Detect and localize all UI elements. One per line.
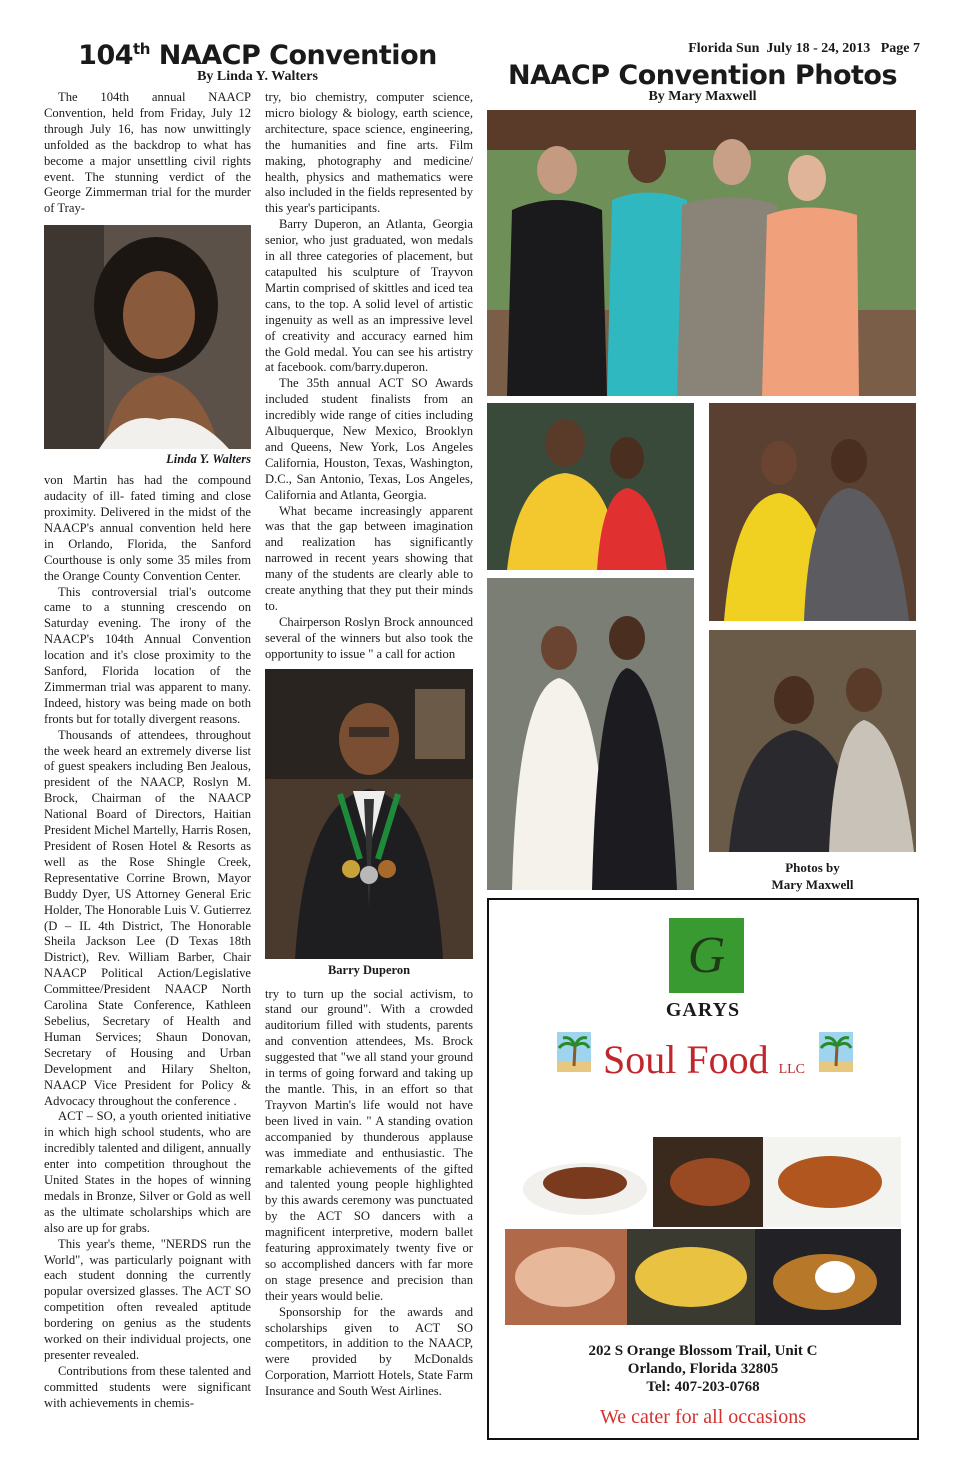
linda-walters-photo (44, 225, 251, 449)
col2-para-1: try, bio chemistry, computer science, micro biology & biology, earth science, architecture, space science, engineering, the humanities and fine arts. Film making, photography and medicine/ health, physics and mathematics were also included in the fields represented by this year's participants. (265, 90, 473, 216)
ad-address (489, 1342, 917, 1396)
photos-credit-line-1: Photos by (785, 860, 840, 875)
garys-logo-letter: G (687, 927, 726, 984)
col2-para-7: Sponsorship for the awards and scholarships given to ACT SO competitors, in addition to the NAACP, were provided by McDonalds Corporation, Marriott Hotels, State Farm Insurance and South West Airlines. (265, 1304, 473, 1399)
linda-walters-caption: Linda Y. Walters (166, 452, 251, 467)
headline-sup: th (133, 40, 150, 58)
photo-yellow-shirt-red-dress (487, 403, 694, 570)
photos-credit (709, 859, 916, 893)
ad-phone: Tel: 407-203-0768 (646, 1379, 760, 1395)
dateline: Florida Sun July 18 - 24, 2013 Page 7 (688, 41, 920, 56)
col2-para-2: Barry Duperon, an Atlanta, Georgia senior, who just graduated, won medals in all three categories of placement, but catapulted his sculpture of Trayvon Martin comprised of skittles and iced tea cans, to the top. A solid level of artistic ingenuity as well as an impressive level of creativity and accuracy earned him the Gold medal. You can see his artistry at facebook. com/barry.duperon. (265, 217, 473, 375)
photo-yellow-shirt-suit (709, 403, 916, 621)
photos-byline: By Mary Maxwell (648, 89, 757, 104)
llc-text: LLC (778, 1062, 806, 1077)
food-photos-collage (505, 1137, 901, 1325)
garys-logo (669, 918, 744, 993)
col1-para-7: Contributions from these talented and committed students were significant with achievements in chemis- (44, 1363, 251, 1410)
palm-tree-icon-right (819, 1032, 853, 1072)
headline-number: 104 (78, 40, 134, 71)
garys-brand: GARYS (665, 999, 741, 1021)
col1-para-4: Thousands of attendees, throughout the week heard an extremely diverse list of guest speakers including Ben Jealous, president of the NAACP, Roslyn M. Brock, Chairman of the NAACP National Board of Directors, Haitian President Michel Martelly, Harris Rosen, President of Rosen Hotel & Resorts as well as the Rose Shingle Creek, Representative Corrine Brown, Mayor Buddy Dyer, US Attorney General Eric Holder, The Honorable Luis V. Gutierrez (D – IL 4th District, The Honorable Sheila Jackson Lee (D Texas 18th District), Rev. William Barber, Chair NAACP Political Action/Legislative Committee/President NAACP North Carolina State Conference, Kathleen Sebelius, Secretary of Health and Human Services; Shaun Donovan, Secretary of Housing and Urban Development and Hilary Shelton, NAACP Vice President for Policy & Advocacy throughout the conference . (44, 727, 251, 1108)
headline-rest: NAACP Convention (149, 40, 437, 71)
col1-para-5: ACT – SO, a youth oriented initiative in which high school students, who are incredibly talented and diligent, annually enter into competition throughout the United States in the hopes of winning medals in Bronze, Silver or Gold as well as the ultimate scholarships which are also are up for grabs. (44, 1109, 251, 1235)
article-headline (60, 40, 455, 71)
photos-credit-line-2: Mary Maxwell (771, 877, 854, 892)
col2-para-6: try to turn up the social activism, to stand our ground". With a crowded auditorium filled with students, parents and convention attendees, Ms. Brock suggested that "we all stand your ground in terms of going forward and taking up the mantle. This, in an effort so that Trayvon Martin's life would not have been lived in vain. " A standing ovation accompanied by thunderous applause was immediate and enthusiastic. The remarkable achievements of the gifted and talented young people highlighted by this awards ceremony was punctuated by the ACT SO dancers with a magnificent interpretive, modern ballet featuring approximately twenty five or so accomplished dancers with far more on stage presence and precision than their years would belie. (265, 986, 473, 1303)
article-byline: By Linda Y. Walters (197, 69, 318, 84)
col2-para-3: The 35th annual ACT SO Awards included student finalists from an incredibly wide range of cities including Albuquerque, New Mexico, Brooklyn and Queens, New York, Los Angeles California, Houston, Texas, Washington, D.C., San Antonio, Texas, Los Angeles, California and Atlanta, Georgia. (265, 376, 473, 502)
soul-food-wordmark (579, 1036, 829, 1083)
col2-para-4: What became increasingly apparent was that the gap between imagination and realization has significantly narrowed in recent years showing that many of the students are clearly able to create anything that they put their minds to. (265, 503, 473, 613)
col1-para-3: This controversial trial's outcome came to a stunning crescendo on Saturday evening. The irony of the NAACP's 104th Annual Convention location and it's close proximity to the Sanford, Florida location of the Zimmerman trial was apparent to many. Indeed, history was being made on both fronts but for totally divergent reasons. (44, 584, 251, 726)
ad-address-line-2: Orlando, Florida 32805 (627, 1361, 779, 1377)
photo-couple-seated (709, 630, 916, 852)
group-photo-four-people (487, 110, 916, 396)
barry-duperon-caption: Barry Duperon (327, 962, 411, 977)
barry-duperon-photo (265, 669, 473, 959)
col1-para-6: This year's theme, "NERDS run the World", was particularly poignant with each student donning the currently popular oversized glasses. The ACT SO competition often revealed aptitude bordering on genius as the students worked on their individual projects, one presenter revealed. (44, 1236, 251, 1362)
photos-headline: NAACP Convention Photos (507, 60, 898, 91)
col2-para-5: Chairperson Roslyn Brock announced several of the winners but also took the opportunity to issue " a call for action (265, 614, 473, 661)
garys-soul-food-ad (487, 898, 919, 1440)
col1-para-2: von Martin has had the compound audacity of ill- fated timing and close proximity. Delivered in the midst of the NAACP's annual convention held here in Orlando, Florida, the Sanford Courthouse is only some 35 miles from the Orange County Convention Center. (44, 473, 251, 583)
ad-tagline: We cater for all occasions (599, 1406, 807, 1428)
photo-white-suit-couple (487, 578, 694, 890)
soul-food-text: Soul Food (602, 1037, 769, 1082)
article-column-1 (44, 90, 251, 1440)
col1-para-1: The 104th annual NAACP Convention, held from Friday, July 12 through July 16, has now unwittingly unfolded as the backdrop to what has become a major unsettling civil rights event. The stunning verdict of the George Zimmerman trial for the murder of Tray- (44, 90, 251, 216)
article-column-2 (265, 90, 473, 1440)
ad-address-line-1: 202 S Orange Blossom Trail, Unit C (588, 1343, 818, 1359)
